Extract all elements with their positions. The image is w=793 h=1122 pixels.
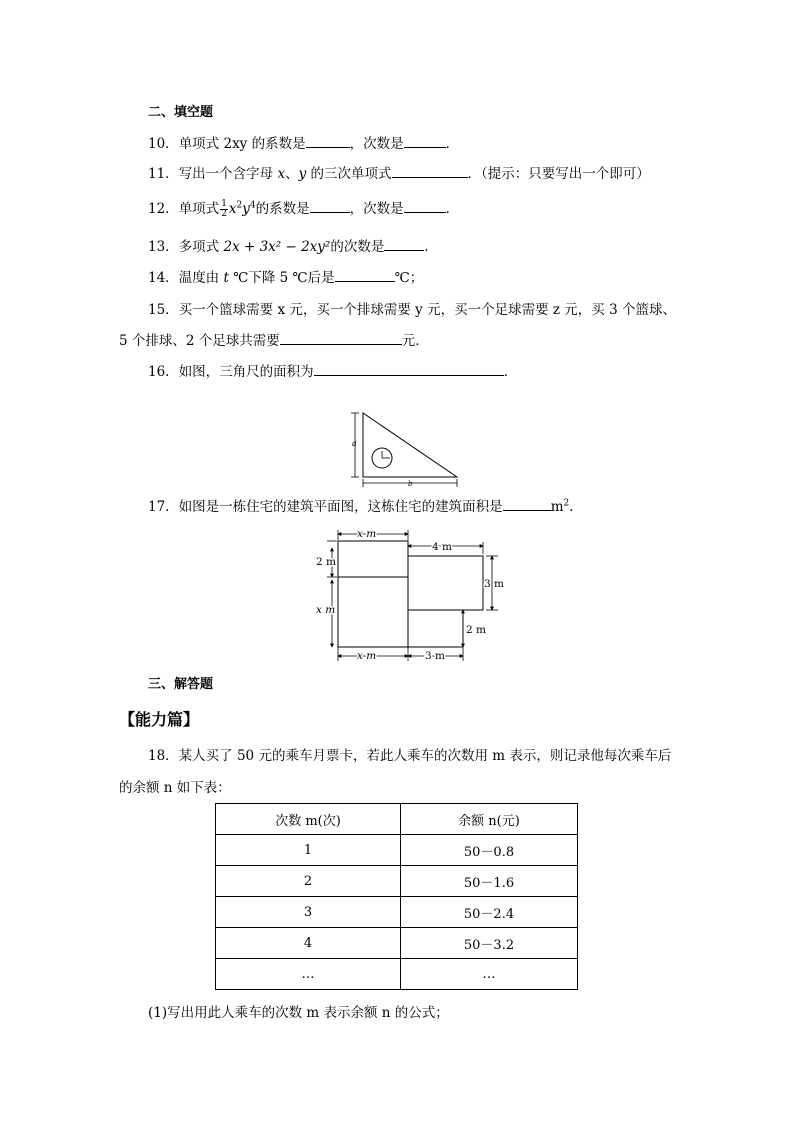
var-x: x <box>228 201 237 217</box>
question-13 <box>148 237 438 257</box>
question-14 <box>148 268 423 288</box>
answer-blank <box>384 238 424 251</box>
var-y: y <box>298 166 307 182</box>
triangle-ruler-figure <box>345 405 465 489</box>
question-16 <box>148 362 517 382</box>
unit-exponent: 2 <box>563 498 570 509</box>
label-a: a <box>352 439 357 448</box>
table-row <box>216 928 578 959</box>
question-18-line-2: 的余额 n 如下表： <box>119 780 231 796</box>
table-row <box>216 835 578 866</box>
table-row <box>216 897 578 928</box>
answer-blank <box>306 135 350 148</box>
table-header-row <box>216 804 578 835</box>
floor-plan-figure <box>310 526 506 664</box>
answer-blank <box>310 200 350 213</box>
answer-blank <box>503 498 551 511</box>
table-row <box>216 959 578 990</box>
table-cell: 50－3.2 <box>401 928 578 959</box>
table-row <box>216 866 578 897</box>
label-b: b <box>408 480 413 488</box>
q14-number: 14． <box>148 270 179 286</box>
dim-top-left: x m <box>357 528 377 540</box>
q12-text-3: ，次数是 <box>349 201 404 217</box>
fraction-denominator: 2 <box>221 209 227 219</box>
table-cell: … <box>401 959 578 990</box>
ability-section-heading: 【能力篇】 <box>119 710 200 729</box>
q16-end: ． <box>503 364 518 380</box>
q17-unit: m <box>550 499 564 515</box>
answer-blank <box>280 332 402 345</box>
q10-text-2: ，次数是 <box>349 136 404 152</box>
dim-top-right: 4 m <box>432 541 452 553</box>
fraction-numerator: 1 <box>221 199 227 209</box>
dim-right-upper: 3 m <box>484 578 504 590</box>
question-18-line-1: 18．某人买了 50 元的乘车月票卡，若此人乘车的次数用 m 表示，则记录他每次乘车后 <box>148 748 672 764</box>
question-11 <box>148 164 650 184</box>
var-y: y <box>242 201 250 217</box>
q17-number: 17． <box>148 499 179 515</box>
q10-number: 10． <box>148 136 179 152</box>
q15-text-2: 5 个排球、2 个足球共需要 <box>119 333 280 349</box>
polynomial-expression: 2x + 3x² − 2xy² <box>223 239 331 255</box>
table-cell: 1 <box>216 835 401 866</box>
q12-end: ． <box>445 201 460 217</box>
question-15-line-1 <box>148 300 676 320</box>
var-t: t <box>223 270 229 286</box>
dim-left-upper: 2 m <box>316 556 336 568</box>
fare-balance-table <box>215 803 578 990</box>
q13-end: ． <box>424 239 438 255</box>
dim-left-lower: x m <box>316 604 336 616</box>
exponent: 2 <box>236 200 243 211</box>
answer-blank <box>404 135 446 148</box>
table-header: 余额 n(元) <box>401 804 578 835</box>
q13-number: 13． <box>148 239 179 255</box>
table-cell: 50－2.4 <box>401 897 578 928</box>
q14-end: ℃； <box>394 270 424 286</box>
q14-text: 温度由 <box>178 270 224 286</box>
q16-text: 如图，三角尺的面积为 <box>178 364 314 380</box>
q15-end: 元． <box>401 333 429 349</box>
q12-text-2: 的系数是 <box>255 201 310 217</box>
q13-text: 多项式 <box>178 239 224 255</box>
q13-text-2: 的次数是 <box>330 239 385 255</box>
q11-sep: 、 <box>285 166 299 182</box>
table-cell: … <box>216 959 401 990</box>
q11-hint: ．（提示：只要写出一个即可） <box>467 166 650 182</box>
q14-text-2: ℃下降 5 ℃后是 <box>228 270 335 286</box>
q11-text-2: 的三次单项式 <box>306 166 392 182</box>
table-cell: 50－0.8 <box>401 835 578 866</box>
question-10 <box>148 134 459 154</box>
table-header: 次数 m(次) <box>216 804 401 835</box>
table-cell: 50－1.6 <box>401 866 578 897</box>
q15-text: 买一个篮球需要 x 元，买一个排球需要 y 元，买一个足球需要 z 元，买 3 个篮球、 <box>178 302 676 318</box>
var-x: x <box>277 166 286 182</box>
q12-text: 单项式 <box>178 201 220 217</box>
q12-number: 12． <box>148 201 179 217</box>
q17-end: ． <box>569 499 583 515</box>
q10-text: 单项式 2xy 的系数是 <box>178 136 306 152</box>
table-cell: 3 <box>216 897 401 928</box>
q17-text: 如图是一栋住宅的建筑平面图，这栋住宅的建筑面积是 <box>178 499 503 515</box>
q10-end: ． <box>445 136 460 152</box>
answer-blank <box>404 200 446 213</box>
q11-number: 11． <box>148 166 179 182</box>
section-heading-fill-blank: 二、填空题 <box>148 105 214 120</box>
question-12 <box>148 199 459 219</box>
dim-bottom-left: x m <box>357 650 377 662</box>
table-cell: 2 <box>216 866 401 897</box>
answer-blank <box>392 165 468 178</box>
fraction-one-half <box>220 200 228 219</box>
answer-blank <box>335 269 395 282</box>
answer-blank <box>314 363 504 376</box>
question-17 <box>148 497 583 517</box>
q16-number: 16． <box>148 364 179 380</box>
table-cell: 4 <box>216 928 401 959</box>
exponent: 4 <box>249 200 256 211</box>
dim-bottom-right: 3 m <box>425 650 445 662</box>
q11-text: 写出一个含字母 <box>178 166 278 182</box>
q15-number: 15． <box>148 302 179 318</box>
question-15-line-2 <box>119 331 429 351</box>
question-18-part-1: (1)写出用此人乘车的次数 m 表示余额 n 的公式； <box>148 1005 449 1021</box>
section-heading-solutions: 三、解答题 <box>148 677 214 692</box>
dim-right-lower: 2 m <box>466 624 486 636</box>
